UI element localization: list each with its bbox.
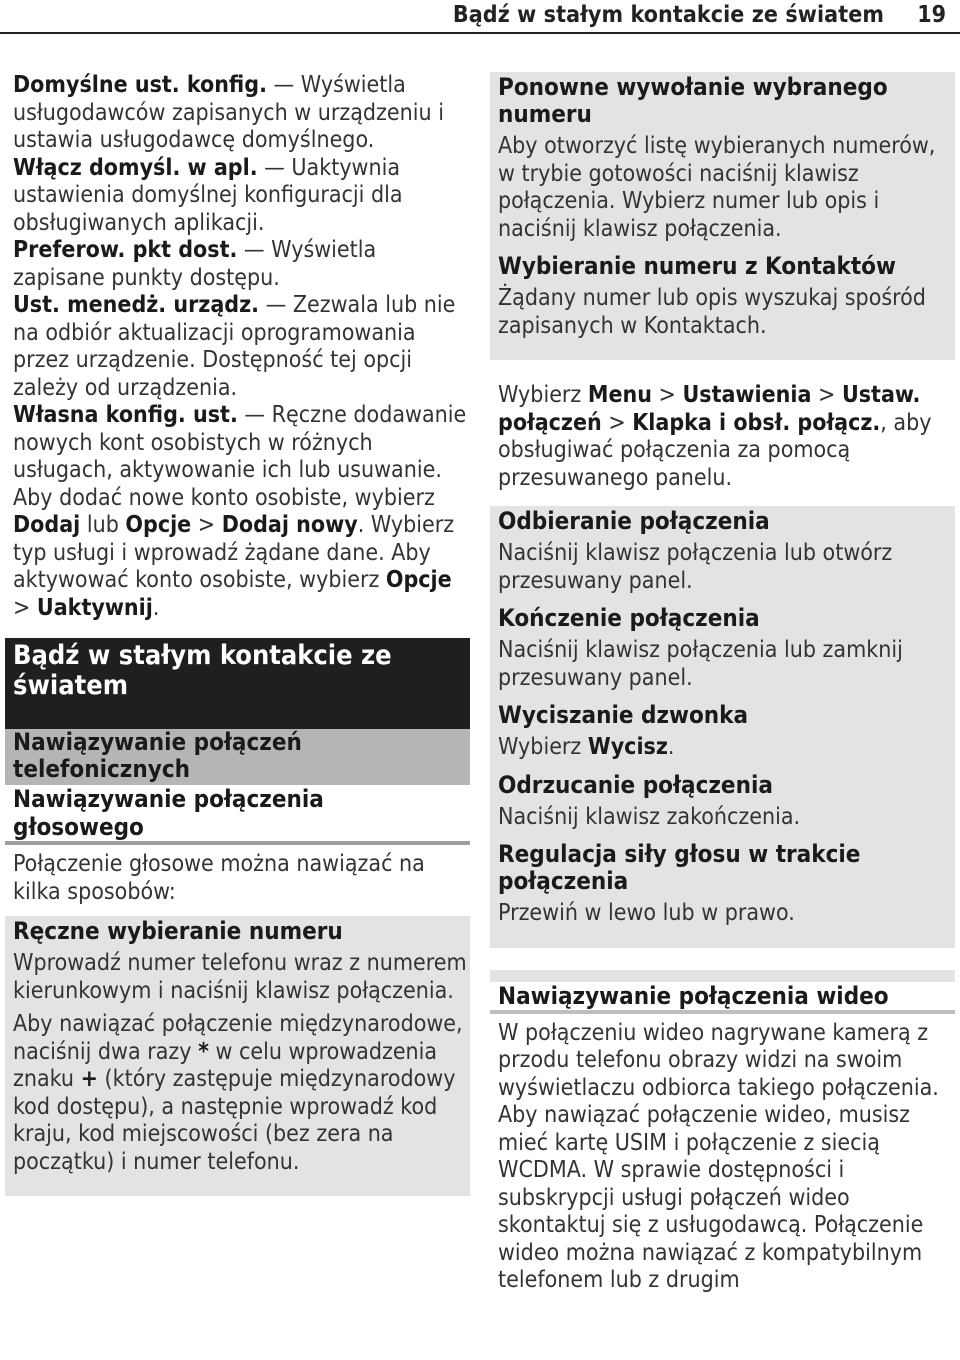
reject-text: Naciśnij klawisz zakończenia.: [498, 803, 801, 830]
running-title: Bądź w stałym kontakcie ze światem: [452, 2, 884, 28]
redial-block: [490, 72, 955, 360]
international-dial-text: Aby nawiązać połączenie międzynarodowe, naciśnij dwa razy * w celu wprowadzenia znaku + (który zastępuje międzynarodowy kod dostępu), a następnie wprowadź kod kraju, kod miejscowości (bez zera na początku) i numer telefonu.: [13, 1011, 463, 1175]
def-item-device-manager: Ust. menedż. urządz. — Zezwala lub nie na odbiór aktualizacji oprogramowania przez urządzenie. Dostępność tej opcji zależy od urządzenia.: [13, 292, 456, 401]
subsection-title: Nawiązywanie połączeń telefonicznych: [5, 729, 470, 785]
redial-text: Aby otworzyć listę wybieranych numerów, w trybie gotowości naciśnij klawisz połączenia. Wybierz numer lub opis i naciśnij klawisz połączenia.: [498, 133, 936, 242]
video-call-text: W połączeniu wideo nagrywane kamerą z przodu telefonu obrazy widzi na swoim wyświetlaczu odbiorca takiego połączenia. Aby nawiązać połączenie wideo, musisz mieć kartę USIM i połączenie z siecią WCDMA. W sprawie dostępności i subskrypcji usługi połączeń wideo skontaktuj się z usługodawcą. Połączenie wideo można nawiązać z kompatybilnym telefonem lub z drugim: [498, 1019, 939, 1293]
video-call-heading: Nawiązywanie połączenia wideo: [490, 970, 955, 1014]
answer-heading: Odbieranie połączenia: [498, 507, 770, 535]
mute-text: Wybierz Wycisz.: [498, 734, 675, 760]
volume-heading: Regulacja siły głosu w trakcie połączenia: [498, 840, 861, 895]
redial-heading: Ponowne wywołanie wybranego numeru: [498, 73, 888, 128]
end-heading: Kończenie połączenia: [498, 604, 760, 632]
answer-text: Naciśnij klawisz połączenia lub otwórz przesuwany panel.: [498, 540, 893, 594]
def-item-enable-default: Włącz domyśl. w apl. — Uaktywnia ustawienia domyślnej konfiguracji dla obsługiwanych aplikacji.: [13, 154, 403, 236]
def-item-access-points: Preferow. pkt dost. — Wyświetla zapisane punkty dostępu.: [13, 237, 377, 291]
page-number: 19: [917, 2, 946, 28]
mute-heading: Wyciszanie dzwonka: [498, 701, 749, 729]
end-text: Naciśnij klawisz połączenia lub zamknij przesuwany panel.: [498, 637, 903, 691]
menu-path-text: Wybierz Menu > Ustawienia > Ustaw. połączeń > Klapka i obsł. połącz., aby obsługiwać połączenia za pomocą przesuwanego panelu.: [498, 382, 932, 491]
call-actions-block: [490, 506, 955, 948]
section-title: Bądź w stałym kontakcie ze światem: [5, 638, 470, 729]
manual-dial-heading: Ręczne wybieranie numeru: [13, 917, 343, 945]
subsubsection-title: Nawiązywanie połączenia głosowego: [5, 785, 470, 845]
right-column: [490, 72, 955, 1295]
manual-dial-text: Wprowadź numer telefonu wraz z numerem kierunkowym i naciśnij klawisz połączenia.: [13, 950, 467, 1004]
def-item-default-config: Domyślne ust. konfig. — Wyświetla usługodawców zapisanych w urządzeniu i ustawia usługodawcę domyślnego.: [13, 72, 444, 153]
contacts-dial-text: Żądany numer lub opis wyszukaj spośród zapisanych w Kontaktach.: [498, 285, 926, 339]
manual-dial-block: [5, 916, 470, 1196]
intro-text: Połączenie głosowe można nawiązać na kilka sposobów:: [13, 851, 425, 905]
contacts-dial-heading: Wybieranie numeru z Kontaktów: [498, 252, 896, 280]
page-header: [0, 0, 960, 34]
volume-text: Przewiń w lewo lub w prawo.: [498, 900, 795, 926]
def-item-own-config: Własna konfig. ust. — Ręczne dodawanie nowych kont osobistych w różnych usługach, aktywowanie ich lub usuwanie. Aby dodać nowe konto osobiste, wybierz Dodaj lub Opcje > Dodaj nowy. Wybierz typ usługi i wprowadź żądane dane. Aby aktywować konto osobiste, wybierz Opcje > Uaktywnij.: [13, 402, 467, 621]
left-column: [5, 72, 470, 1196]
reject-heading: Odrzucanie połączenia: [498, 770, 773, 799]
